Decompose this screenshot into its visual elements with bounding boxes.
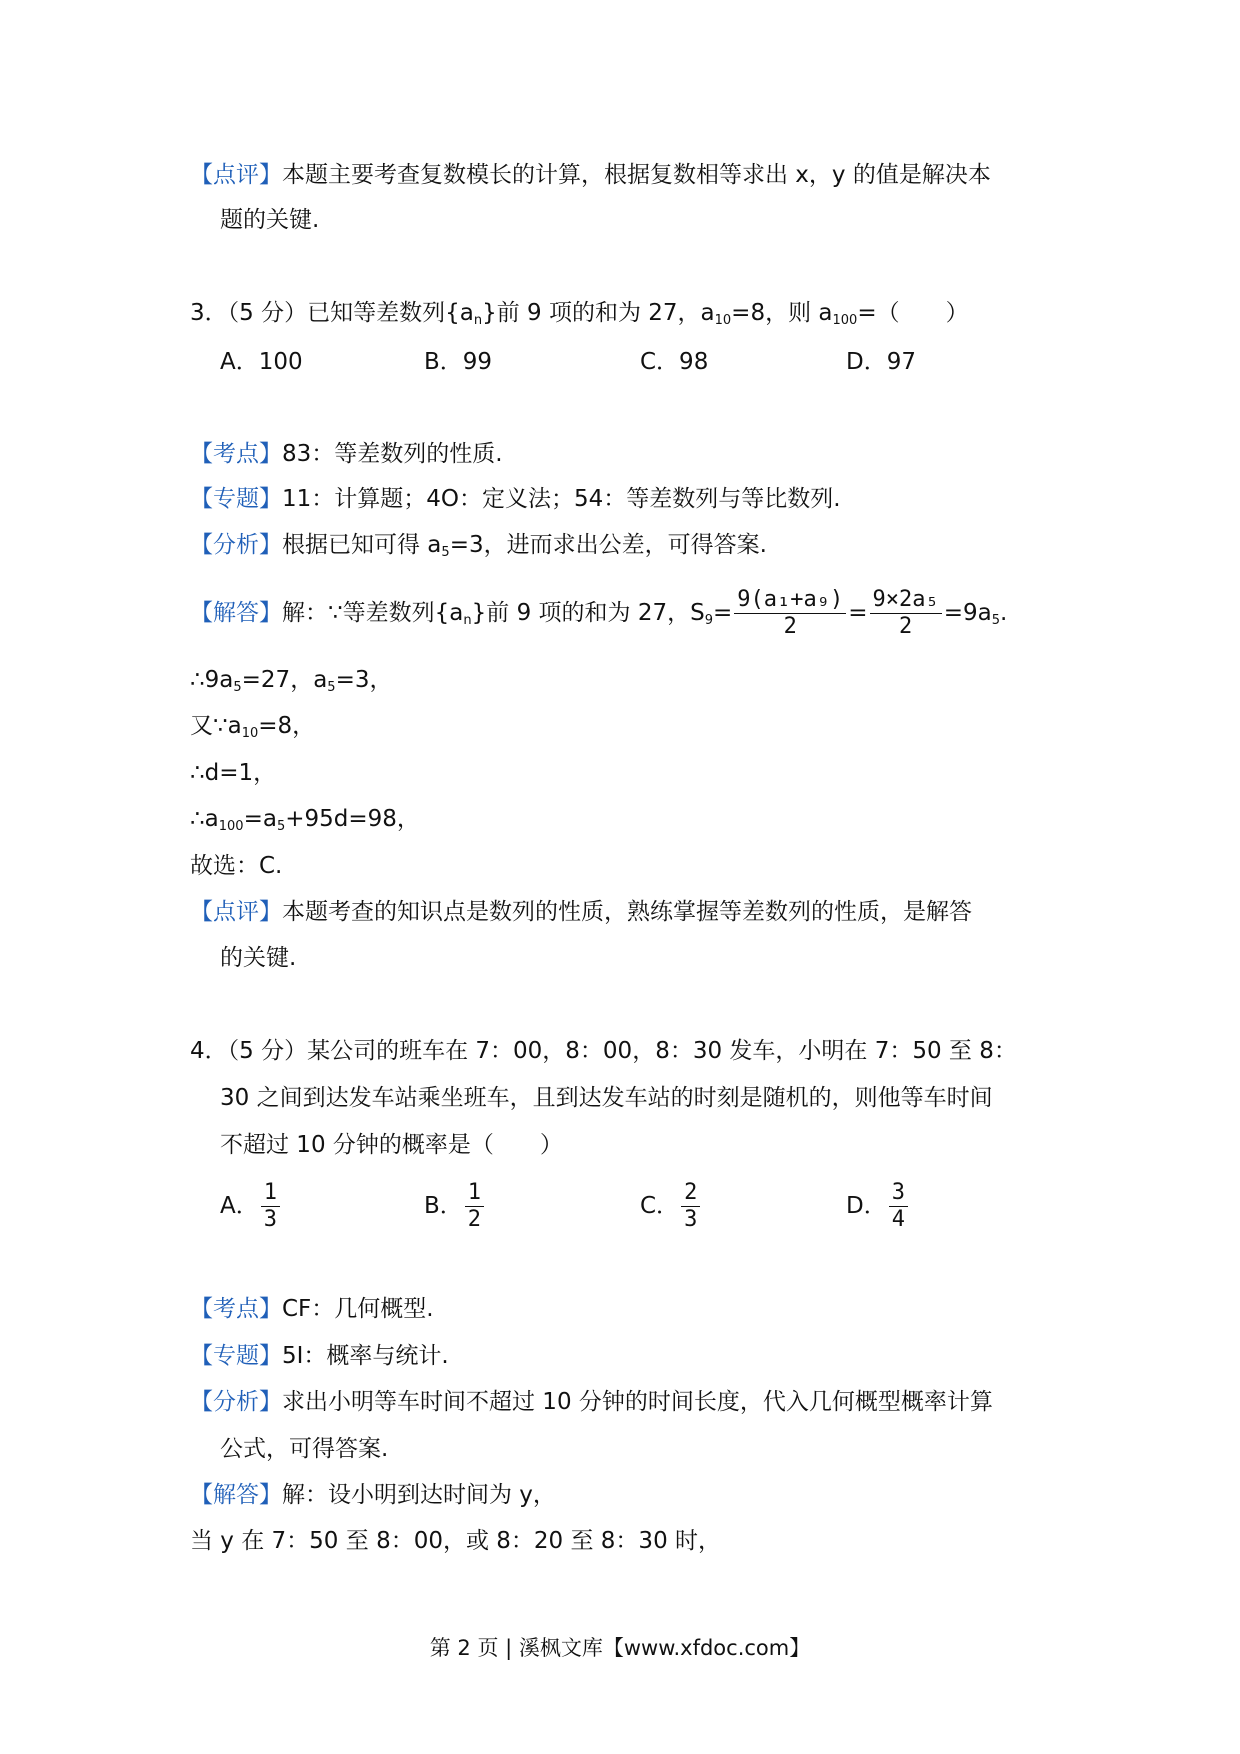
- question-3-option-a: A．100: [220, 349, 303, 375]
- q3-fenxi: 【分析】根据已知可得 $a_5=3$，进而求出公差，可得答案.: [190, 532, 767, 560]
- comment-line-1: [190, 158, 991, 192]
- question-3-stem: 3．（5 分）已知等差数列$\{a_n\}$前 9 项的和为 27，$a_{10}=8$，则 $a_{100}=$（ ）: [190, 300, 969, 328]
- comment-tag: 【点评】: [190, 162, 282, 188]
- sum-formula-fraction: $\frac{\text{9(a₁+a₉)}}{2}$: [734, 587, 846, 640]
- question-4-stem-line-2: 30 之间到达发车站乘坐班车，且到达发车站的时刻是随机的，则他等车时间: [220, 1085, 993, 1111]
- q4-fenxi-line-1: 【分析】求出小明等车时间不超过 10 分钟的时间长度，代入几何概型概率计算: [190, 1389, 993, 1415]
- comment-text: 本题主要考查复数模长的计算，根据复数相等求出 x，y 的值是解决本: [282, 162, 991, 188]
- q3-answer: 故选：C.: [190, 853, 283, 879]
- q3-zhuanti: 【专题】11：计算题；4O：定义法；54：等差数列与等比数列.: [190, 486, 841, 512]
- q3-dianping-line-2: 的关键.: [220, 945, 297, 971]
- q3-kaodian: 【考点】83：等差数列的性质.: [190, 441, 503, 467]
- question-4-stem-line-3: 不超过 10 分钟的概率是（ ）: [220, 1132, 563, 1158]
- question-4-option-a: A． $\frac{1}{3}$: [220, 1180, 282, 1233]
- question-3-option-d: D．97: [846, 349, 916, 375]
- question-3-option-b: B．99: [424, 349, 493, 375]
- question-4-option-c: C． $\frac{2}{3}$: [640, 1180, 702, 1233]
- q3-step-2: 又$\because a_{10}=8$，: [190, 713, 316, 741]
- q4-kaodian: 【考点】CF：几何概型.: [190, 1296, 434, 1322]
- q4-zhuanti: 【专题】5I：概率与统计.: [190, 1343, 449, 1369]
- question-4-stem-line-1: 4．（5 分）某公司的班车在 7：00，8：00，8：30 发车，小明在 7：50 至 8：: [190, 1038, 1017, 1064]
- q3-step-1: $\therefore 9a_5=27$，$a_5=3$，: [190, 667, 393, 695]
- page-footer: 第 2 页 | 溪枫文库【www.xfdoc.com】: [429, 1636, 811, 1660]
- comment-line-2: 题的关键.: [220, 207, 320, 233]
- question-4-option-d: D． $\frac{3}{4}$: [846, 1180, 910, 1233]
- sum-formula-fraction-2: $\frac{\text{9×2a₅}}{2}$: [870, 587, 942, 640]
- q4-fenxi-line-2: 公式，可得答案.: [220, 1436, 389, 1462]
- question-3-option-c: C．98: [640, 349, 709, 375]
- q4-step-1: 当 y 在 7：50 至 8：00，或 8：20 至 8：30 时，: [190, 1528, 722, 1554]
- q3-dianping-line-1: 【点评】本题考查的知识点是数列的性质，熟练掌握等差数列的性质，是解答: [190, 899, 972, 925]
- q4-jieda: 【解答】解：设小明到达时间为 y，: [190, 1482, 556, 1508]
- q3-step-4: $\therefore a_{100}=a_5+95d=98$，: [190, 806, 420, 834]
- question-4-option-b: B． $\frac{1}{2}$: [424, 1180, 486, 1233]
- q3-jieda: 【解答】解：∵等差数列$\{a_n\}$前 9 项的和为 27，$S_9=$ $\frac{\text{9(a₁+a₉)}}{2}$ = $\frac{\text{9×2a₅}}{2}$ $=9a_5$.: [190, 587, 1008, 639]
- q3-step-3: ∴d=1，: [190, 760, 277, 786]
